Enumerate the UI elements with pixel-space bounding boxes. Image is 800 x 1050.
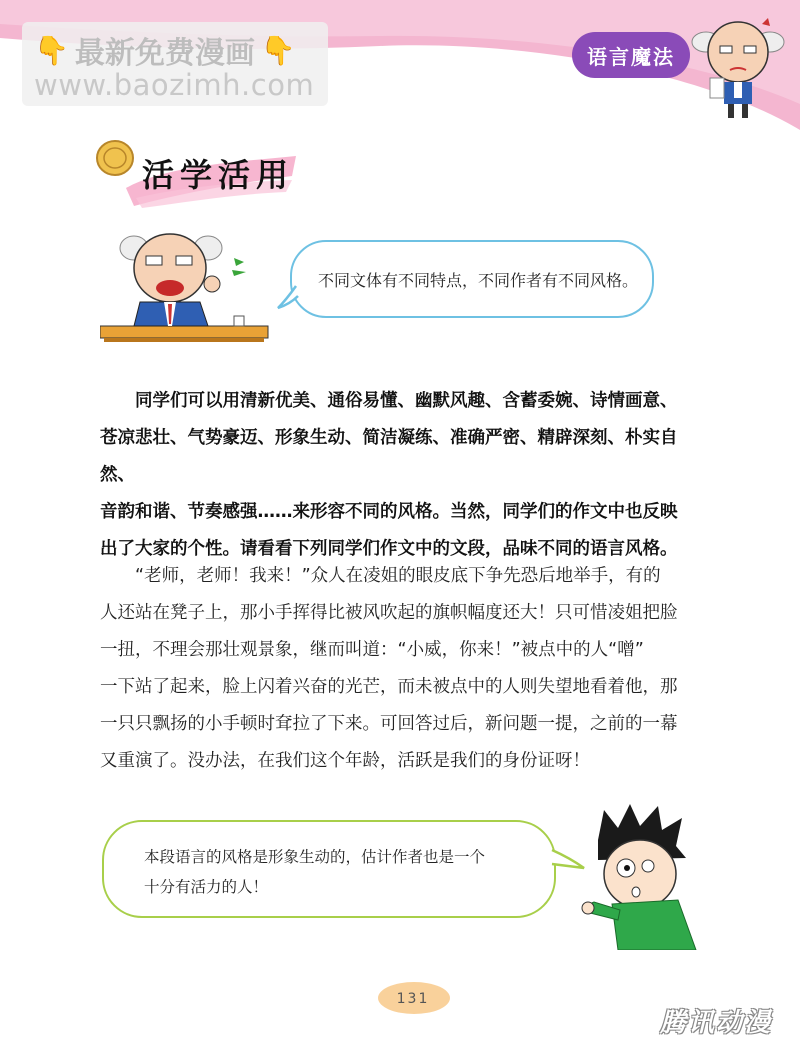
student-speech-line: 本段语言的风格是形象生动的，估计作者也是一个 (144, 848, 486, 866)
intro-line: 苍凉悲壮、气势豪迈、形象生动、简洁凝练、准确严密、精辟深刻、朴实自然、 (100, 428, 678, 485)
example-line: 人还站在凳子上，那小手挥得比被风吹起的旗帜幅度还大！只可惜凌姐把脸 (100, 603, 678, 623)
example-paragraph (100, 558, 710, 780)
watermark-line1 (34, 30, 324, 70)
intro-line: 同学们可以用清新优美、通俗易懂、幽默风趣、含蓄委婉、诗情画意、 (135, 391, 678, 411)
example-line: “老师，老师！我来！”众人在凌姐的眼皮底下争先恐后地举手，有的 (135, 566, 661, 586)
page-number: 131 (396, 991, 430, 1007)
intro-line: 音韵和谐、节奏感强……来形容不同的风格。当然，同学们的作文中也反映 (100, 502, 678, 522)
example-line: 一扭，不理会那壮观景象，继而叫道：“小威，你来！”被点中的人“噌” (100, 640, 644, 660)
corner-logo-text: 腾讯动漫 (660, 1008, 773, 1038)
teacher-mascot-header (690, 8, 786, 120)
example-line: 一只只飘扬的小手顿时耷拉了下来。可回答过后，新问题一提，之前的一幕 (100, 714, 678, 734)
student-speech-bubble (102, 820, 556, 918)
coin-icon (94, 138, 136, 178)
pointing-down-icon: 👇 (260, 33, 296, 67)
section-title: 活学活用 (142, 156, 295, 194)
watermark-url: www.baozimh.com (34, 68, 315, 102)
section-badge: 语言魔法 (572, 32, 690, 78)
teacher-speech-bubble (290, 240, 654, 318)
teacher-illustration (100, 226, 270, 346)
bubble-tail (276, 282, 300, 312)
student-speech-line: 十分有活力的人！ (144, 878, 269, 896)
student-illustration (578, 800, 698, 950)
exclaim-marks-icon (230, 254, 258, 280)
intro-paragraph (100, 383, 710, 568)
example-line: 又重演了。没办法，在我们这个年龄，活跃是我们的身份证呀！ (100, 751, 590, 771)
intro-line: 出了大家的个性。请看看下列同学们作文中的文段，品味不同的语言风格。 (100, 539, 678, 559)
teacher-speech-text: 不同文体有不同特点，不同作者有不同风格。 (318, 270, 639, 290)
watermark-text: 最新免费漫画 (74, 36, 255, 71)
pointing-down-icon: 👇 (34, 33, 69, 67)
example-line: 一下站了起来，脸上闪着兴奋的光芒，而未被点中的人则失望地看着他，那 (100, 677, 678, 697)
